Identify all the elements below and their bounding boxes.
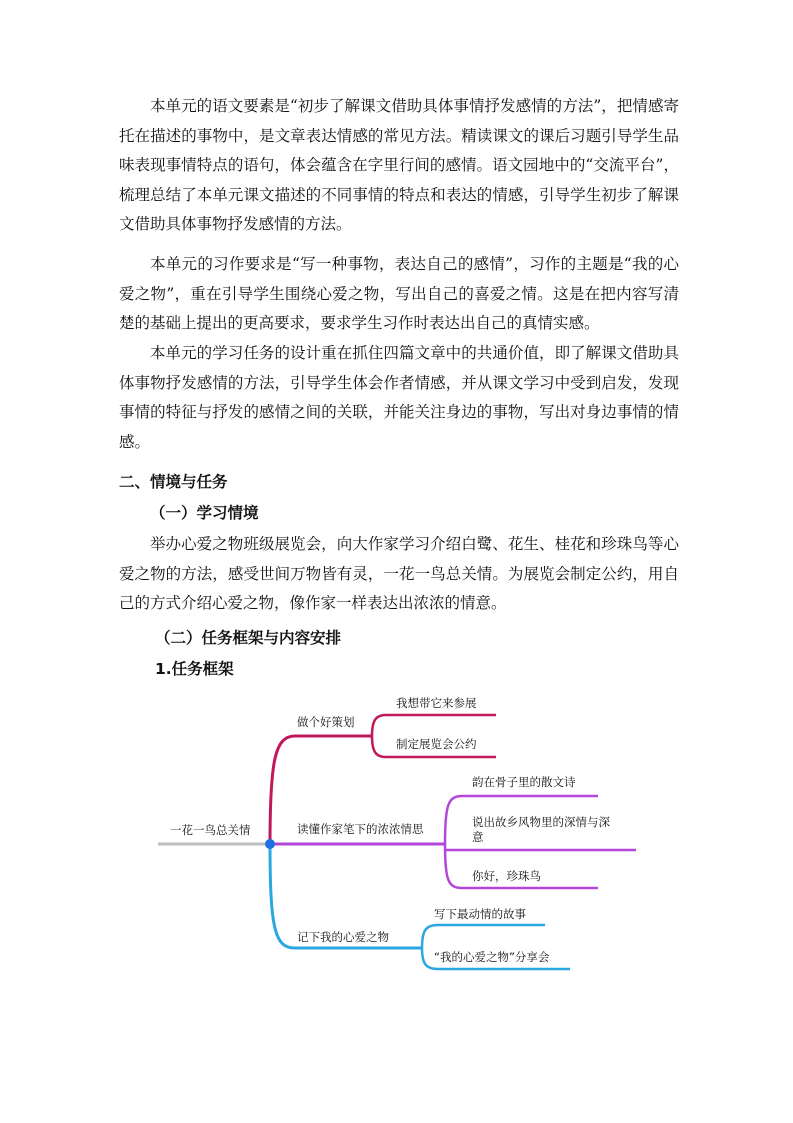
leaf-label-pearl-bird: 你好，珍珠鸟	[472, 869, 541, 883]
branch-label-read: 读懂作家笔下的浓浓情思	[297, 822, 424, 836]
paragraph-language-elements: 本单元的语文要素是“初步了解课文借助具体事情抒发感情的方法”，把情感寄托在描述的事物中，是文章表达情感的常见方法。精读课文的课后习题引导学生品味表现事情特点的语句，体会蕴含在字里行间的感情。语文园地中的“交流平台”，梳理总结了本单元课文描述的不同事情的特点和表达的情感，引导学生初步了解课文借助具体事物抒发感情的方法。	[119, 97, 679, 233]
branch-label-plan: 做个好策划	[297, 715, 355, 729]
paragraph-scenario: 举办心爱之物班级展览会，向大作家学习介绍白鹭、花生、桂花和珍珠鸟等心爱之物的方法，感受世间万物皆有灵，一花一鸟总关情。为展览会制定公约，用自己的方式介绍心爱之物，像作家一样表达出浓浓的情意。	[119, 535, 679, 612]
leaf-label-story: 写下最动情的故事	[434, 907, 526, 921]
section-heading-context-tasks: 二、情境与任务	[119, 473, 228, 491]
leaf-curve-exhibit	[372, 715, 496, 736]
leaf-label-convention: 制定展览会公约	[396, 737, 477, 751]
leaf-curve-story	[422, 925, 545, 948]
subheading-framework-title: 1.任务框架	[155, 660, 234, 678]
task-mindmap	[150, 680, 650, 980]
subheading-learning-context: （一）学习情境	[150, 504, 259, 522]
mindmap-center-node	[265, 839, 275, 849]
mindmap-root-label: 一花一鸟总关情	[170, 823, 251, 837]
paragraph-writing-requirements: 本单元的习作要求是“写一种事物，表达自己的感情”，习作的主题是“我的心爱之物”，重在引导学生围绕心爱之物，写出自己的喜爱之情。这是在把内容写清楚的基础上提出的更高要求，要求学生习作时表达出自己的真情实感。	[119, 255, 679, 332]
paragraph-learning-tasks: 本单元的学习任务的设计重在抓住四篇文章中的共通价值，即了解课文借助具体事物抒发感情的方法，引导学生体会作者情感，并从课文学习中受到启发，发现事情的特征与抒发的感情之间的关联，并能关注身边的事物，写出对身边事情的情感。	[119, 344, 679, 451]
subheading-task-framework: （二）任务框架与内容安排	[155, 629, 342, 647]
leaf-label-hometown-line2: 意	[472, 830, 484, 844]
leaf-label-prose-poem: 韵在骨子里的散文诗	[472, 775, 576, 789]
leaf-label-exhibit: 我想带它来参展	[396, 696, 477, 710]
branch-label-record: 记下我的心爱之物	[297, 930, 389, 944]
leaf-label-sharing: “我的心爱之物”分享会	[434, 950, 550, 964]
leaf-label-hometown-line1: 说出故乡风物里的深情与深	[472, 815, 610, 829]
